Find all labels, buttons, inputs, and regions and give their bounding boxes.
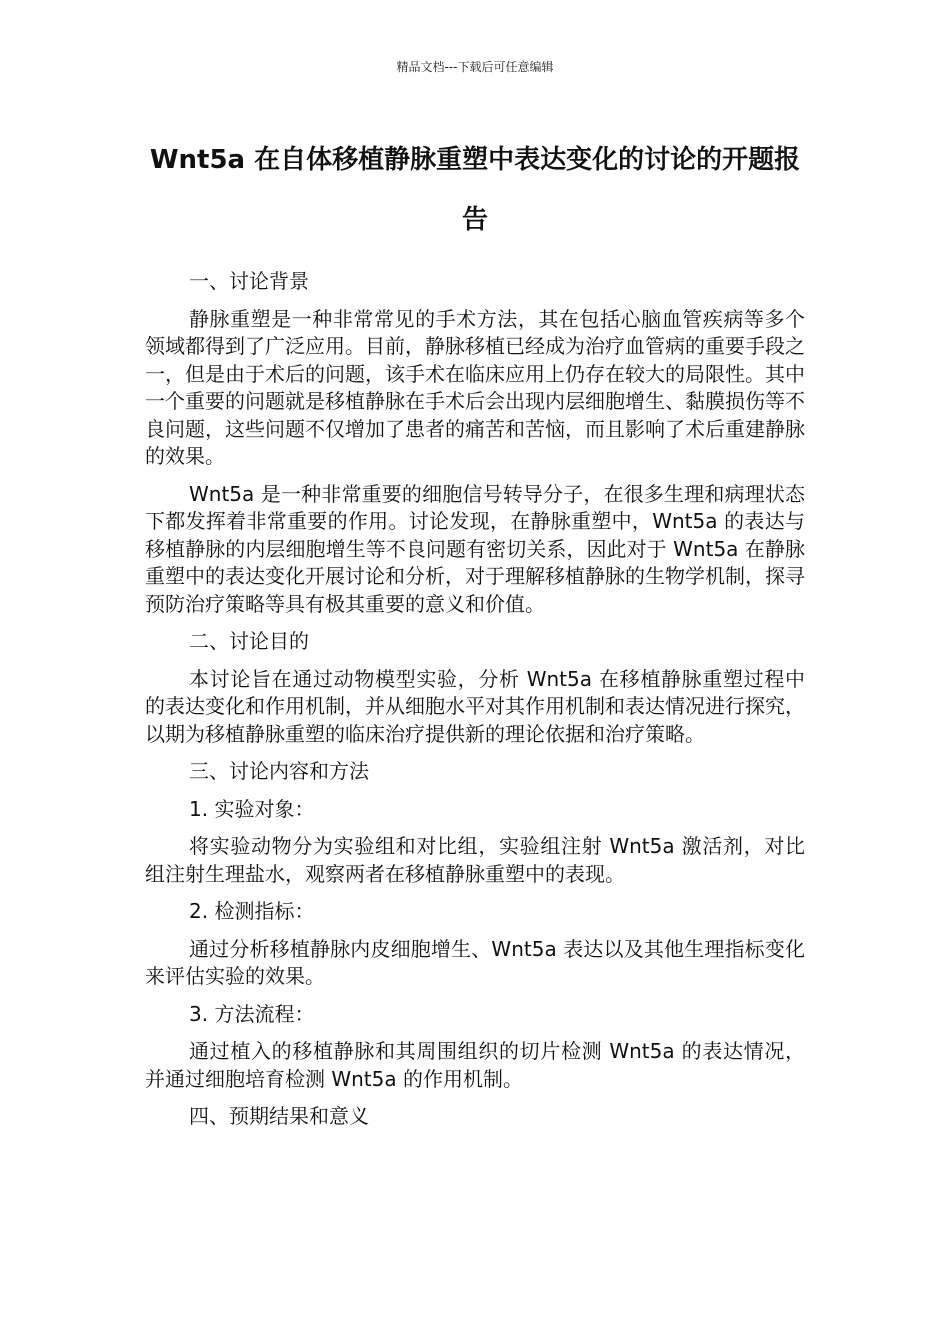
paragraph: 通过分析移植静脉内皮细胞增生、Wnt5a 表达以及其他生理指标变化来评估实验的效果。 — [145, 936, 805, 988]
paragraph: 通过植入的移植静脉和其周围组织的切片检测 Wnt5a 的表达情况，并通过细胞培育检测 Wnt5a 的作用机制。 — [145, 1039, 805, 1091]
section-heading-background: 一、讨论背景 — [189, 269, 309, 293]
section-heading-purpose: 二、讨论目的 — [189, 629, 309, 653]
paragraph: Wnt5a 是一种非常重要的细胞信号转导分子，在很多生理和病理状态下都发挥着非常重要的作用。讨论发现，在静脉重塑中，Wnt5a 的表达与移植静脉的内层细胞增生等不良问题有密切关系，因此对于 Wnt5a 在静脉重塑中的表达变化开展讨论和分析，对于理解移植静脉的生物学机制，探寻预防治疗策略等具有极其重要的意义和价值。 — [145, 481, 805, 616]
paragraph: 静脉重塑是一种非常常见的手术方法，其在包括心脑血管疾病等多个领域都得到了广泛应用。目前，静脉移植已经成为治疗血管病的重要手段之一，但是由于术后的问题，该手术在临床应用上仍存在较大的局限性。其中一个重要的问题就是移植静脉在手术后会出现内层细胞增生、黏膜损伤等不良问题，这些问题不仅增加了患者的痛苦和苦恼，而且影响了术后重建静脉的效果。 — [145, 306, 805, 468]
section-heading-expected-results: 四、预期结果和意义 — [189, 1104, 369, 1128]
subheading-indicators: 2. 检测指标： — [189, 899, 315, 923]
document-title: Wnt5a 在自体移植静脉重塑中表达变化的讨论的开题报告 — [149, 145, 801, 235]
page-header: 精品文档---下载后可任意编辑 — [396, 60, 554, 74]
paragraph: 本讨论旨在通过动物模型实验，分析 Wnt5a 在移植静脉重塑过程中的表达变化和作用机制，并从细胞水平对其作用机制和表达情况进行探究，以期为移植静脉重塑的临床治疗提供新的理论依据和治疗策略。 — [145, 666, 805, 746]
subheading-subjects: 1. 实验对象： — [189, 796, 315, 821]
section-heading-content-methods: 三、讨论内容和方法 — [189, 759, 369, 783]
paragraph: 将实验动物分为实验组和对比组，实验组注射 Wnt5a 激活剂，对比组注射生理盐水，观察两者在移植静脉重塑中的表现。 — [145, 834, 805, 886]
subheading-process: 3. 方法流程： — [189, 1001, 315, 1026]
document-body — [145, 268, 805, 1141]
